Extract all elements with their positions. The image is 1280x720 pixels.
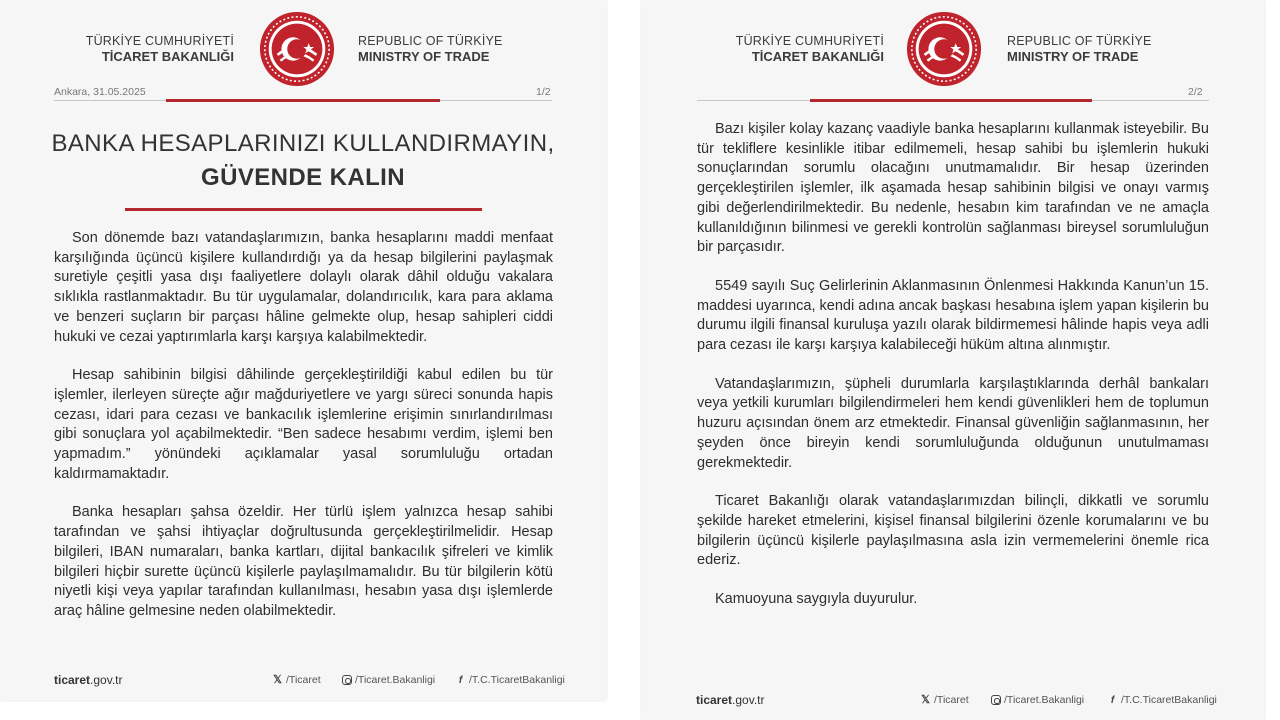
tr-line-1: TÜRKİYE CUMHURİYETİ xyxy=(735,34,884,48)
ministry-emblem-icon xyxy=(258,10,336,88)
x-icon: 𝕏 xyxy=(273,673,282,686)
title-line-2: GÜVENDE KALIN xyxy=(201,164,405,191)
x-icon: 𝕏 xyxy=(921,693,930,706)
document-page-1 xyxy=(0,0,606,700)
x-link[interactable]: 𝕏 /Ticaret xyxy=(921,693,969,706)
en-line-2: MINISTRY OF TRADE xyxy=(1007,49,1139,64)
paragraph: 5549 sayılı Suç Gelirlerinin Aklanmasının Önlenmesi Hakkında Kanun’un 15. maddesi uyarınca, kendi adına ancak başkası hesabına işlem yapan kişilerin bu durumu ilgili finansal kuruluşa yazılı olarak bildirmemesi hâlinde hapis veya adli para cezası ile karşı karşıya kalabileceği hüküm altına alınmıştır. xyxy=(697,277,1209,354)
letterhead xyxy=(0,10,606,90)
x-link[interactable]: 𝕏 /Ticaret xyxy=(273,673,321,686)
document-date: Ankara, 31.05.2025 xyxy=(54,86,146,98)
letterhead xyxy=(642,10,1264,90)
document-title xyxy=(0,130,606,192)
header-accent-rule xyxy=(166,99,440,102)
instagram-icon xyxy=(991,695,1001,705)
page-footer xyxy=(0,672,606,690)
letterhead-english xyxy=(1007,34,1152,64)
paragraph: Banka hesapları şahsa özeldir. Her türlü işlem yalnızca hesap sahibi tarafından ve şahsi ihtiyaçlar doğrultusunda gerçekleştirilmelidir. Hesap bilgileri, IBAN numaraları, banka kartları, dijital bankacılık şifreleri ve kimlik bilgileri hiçbir surette üçüncü kişilerle paylaşılmamalıdır. Bu tür bilgilerin kötü niyetli kişi veya yapılar tarafından kullanılması, hesabın yasa dışı işlemlerde araç hâline gelmesine neden olabilmektedir. xyxy=(54,504,553,619)
header-accent-rule xyxy=(810,99,1092,102)
page-footer xyxy=(642,692,1264,710)
page-2-body xyxy=(697,120,1209,629)
closing-line: Kamuoyuna saygıyla duyurulur. xyxy=(715,591,918,608)
website-link[interactable]: ticaret.gov.tr xyxy=(696,693,765,707)
ministry-emblem-icon xyxy=(905,10,983,88)
paragraph: Ticaret Bakanlığı olarak vatandaşlarımızdan bilinçli, dikkatli ve sorumlu şekilde hareket etmelerini, kişisel finansal bilgilerini özenle korumalarını ve bu bilgilerin üçüncü kişilerle paylaşılmasına asla izin vermemelerini önemle rica ederiz. xyxy=(697,493,1209,569)
facebook-icon: f xyxy=(1110,694,1115,706)
en-line-1: REPUBLIC OF TÜRKİYE xyxy=(1007,34,1152,48)
paragraph: Hesap sahibinin bilgisi dâhilinde gerçekleştirildiği kabul edilen bu tür işlemler, ilerleyen süreçte ağır mağduriyetlere ve yargı süreci sonunda hapis cezası, idari para cezası ve bankacılık işlemlerine erişimin sınırlandırılması gibi sonuçlara yol açabilmektedir. “Ben sadece hesabımı verdim, işlemi ben yapmadım.” yönündeki açıklamalar yasal sorumluluğu ortadan kaldırmamaktadır. xyxy=(54,367,553,482)
paragraph: Vatandaşlarımızın, şüpheli durumlarla karşılaştıklarında derhâl bankaları veya yetkili kurumları bilgilendirmeleri hem kendi güvenlikleri hem de toplumun huzuru açısından önem arz etmektedir. Finansal güvenliğin sağlanmasının, her şeyden önce bireyin kendi sorumluluğunda olduğunun unutulmaması gerekmektedir. xyxy=(697,375,1209,471)
letterhead-turkish xyxy=(736,34,884,64)
facebook-link[interactable]: f /T.C.TicaretBakanligi xyxy=(455,674,565,686)
document-page-2 xyxy=(642,0,1264,720)
page-number: 2/2 xyxy=(1188,86,1203,98)
facebook-icon: f xyxy=(458,674,463,686)
en-line-1: REPUBLIC OF TÜRKİYE xyxy=(358,34,503,48)
paragraph: Bazı kişiler kolay kazanç vaadiyle banka hesaplarını kullanmak isteyebilir. Bu tür tekliflere kesinlikle itibar edilmemeli, hesap sahibi bu işlemlerin hukuki sonuçlarından sorumlu olacağını unutmamalıdır. Bir hesap üzerinden gerçekleştirilen işlemler, ilk aşamada hesap sahibinin bilgisi ve onayı varmış gibi değerlendirilmektedir. Bu nedenle, hesabın kim tarafından ve ne amaçla kullanıldığının bilinmesi ve gerekli kontrolün sağlanması bireysel sorumluluğun bir parçasıdır. xyxy=(697,121,1209,256)
tr-line-2: TİCARET BAKANLIĞI xyxy=(751,49,884,64)
tr-line-1: TÜRKİYE CUMHURİYETİ xyxy=(85,34,234,48)
letterhead-english xyxy=(358,34,503,64)
paragraph: Son dönemde bazı vatandaşlarımızın, banka hesaplarını maddi menfaat karşılığında üçüncü kişilere kullandırdığı ya da hesap bilgilerini paylaşmak suretiyle çeşitli yasa dışı faaliyetlere dolaylı olarak dâhil olduğu vakalara sıklıkla rastlanmaktadır. Bu tür uygulamalar, dolandırıcılık, kara para aklama ve benzeri suçların bir parçası hâline gelmekte olup, hesap sahipleri ciddi hukuki ve cezai yaptırımlarla karşı karşıya kalabilmektedir. xyxy=(54,230,553,345)
facebook-link[interactable]: f /T.C.TicaretBakanligi xyxy=(1107,694,1217,706)
instagram-link[interactable]: /Ticaret.Bakanligi xyxy=(991,694,1084,706)
page-number: 1/2 xyxy=(536,86,551,98)
title-accent-rule xyxy=(125,208,482,211)
page-1-body xyxy=(54,229,553,641)
letterhead-turkish xyxy=(86,34,234,64)
instagram-icon xyxy=(342,675,352,685)
title-line-1: BANKA HESAPLARINIZI KULLANDIRMAYIN, xyxy=(51,130,555,157)
website-link[interactable]: ticaret.gov.tr xyxy=(54,673,123,687)
tr-line-2: TİCARET BAKANLIĞI xyxy=(101,49,234,64)
instagram-link[interactable]: /Ticaret.Bakanligi xyxy=(342,674,435,686)
en-line-2: MINISTRY OF TRADE xyxy=(358,49,490,64)
